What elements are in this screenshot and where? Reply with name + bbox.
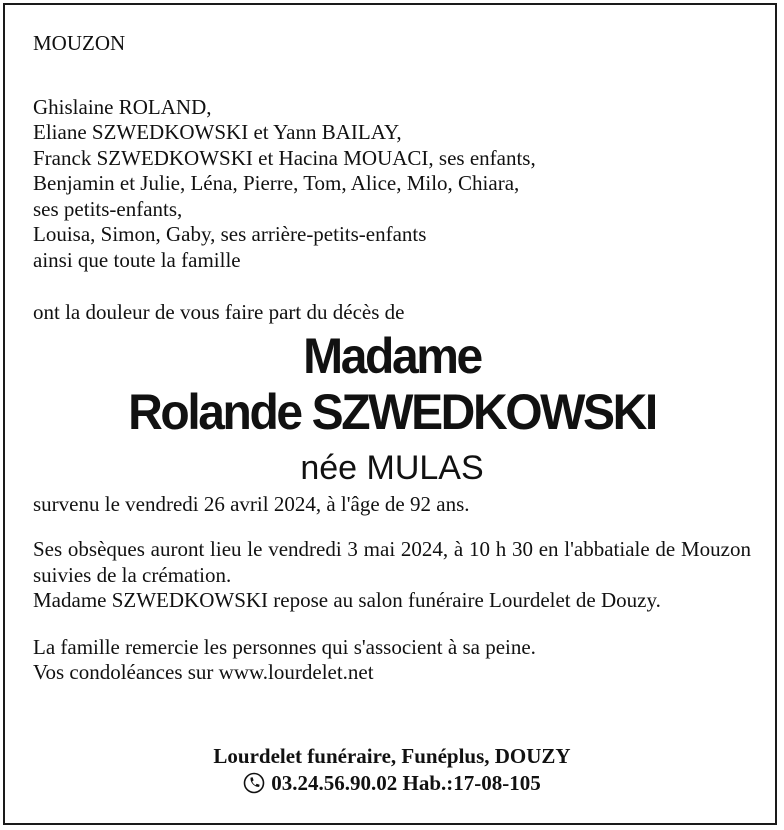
birth-name: née MULAS — [300, 448, 484, 487]
family-line: Ghislaine ROLAND, — [33, 94, 212, 119]
thanks-line: La famille remercie les personnes qui s'associent à sa peine. — [33, 634, 536, 659]
thanks-section — [33, 635, 751, 686]
announcement-intro: ont la douleur de vous faire part du décès de — [33, 300, 405, 324]
family-line: ses petits-enfants, — [33, 196, 183, 221]
town-name: MOUZON — [33, 31, 126, 55]
death-info: survenu le vendredi 26 avril 2024, à l'âge de 92 ans. — [33, 491, 470, 516]
family-line: ainsi que toute la famille — [33, 247, 241, 272]
phone-number: 03.24.56.90.02 Hab.:17-08-105 — [271, 771, 541, 795]
obituary-notice — [33, 31, 751, 686]
phone-line — [0, 770, 784, 797]
funeral-text: Ses obsèques auront lieu le vendredi 3 mai 2024, à 10 h 30 en l'abbatiale de Mouzon suivies de la crémation. — [33, 537, 751, 587]
funeral-home-name: Lourdelet funéraire, Funéplus, DOUZY — [213, 744, 571, 768]
honorific: Madame — [303, 327, 481, 384]
phone-icon — [243, 772, 265, 794]
family-line: Louisa, Simon, Gaby, ses arrière-petits-enfants — [33, 222, 427, 246]
family-line: Eliane SZWEDKOWSKI et Yann BAILAY, — [33, 120, 402, 144]
deceased-name-block — [33, 328, 751, 488]
condolences-line: Vos condoléances sur www.lourdelet.net — [33, 660, 374, 684]
funeral-home-footer — [0, 743, 784, 797]
family-line: Franck SZWEDKOWSKI et Hacina MOUACI, ses enfants, — [33, 145, 536, 170]
family-line: Benjamin et Julie, Léna, Pierre, Tom, Alice, Milo, Chiara, — [33, 171, 520, 195]
deceased-full-name: Rolande SZWEDKOWSKI — [128, 383, 656, 440]
funeral-details — [33, 537, 751, 614]
rest-text: Madame SZWEDKOWSKI repose au salon funéraire Lourdelet de Douzy. — [33, 588, 661, 612]
family-list — [33, 95, 751, 274]
